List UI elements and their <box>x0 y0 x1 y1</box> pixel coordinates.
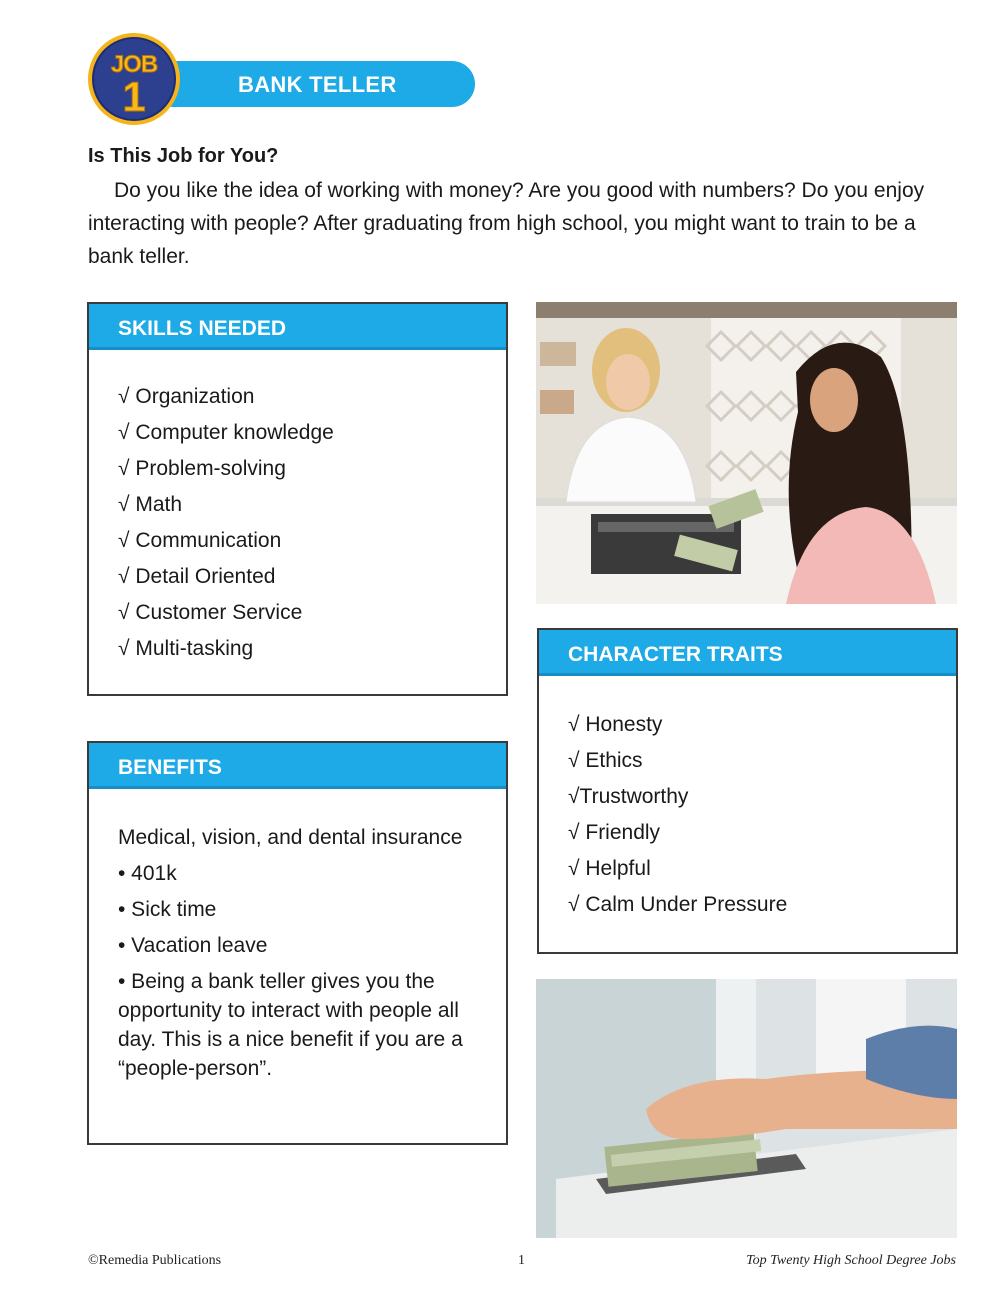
list-item: √ Detail Oriented <box>118 565 276 588</box>
job-title: BANK TELLER <box>238 72 397 97</box>
skills-heading: SKILLS NEEDED <box>89 304 506 350</box>
cash-window-photo <box>536 979 957 1238</box>
benefits-lead: Medical, vision, and dental insurance <box>118 826 463 849</box>
footer-copyright: ©Remedia Publications <box>88 1253 222 1268</box>
list-item: • 401k <box>118 862 177 885</box>
list-item: √ Problem-solving <box>118 457 286 480</box>
list-item: √ Helpful <box>568 857 651 880</box>
intro-heading: Is This Job for You? <box>88 145 279 167</box>
list-item: √ Ethics <box>568 749 643 772</box>
benefits-heading: BENEFITS <box>89 743 506 789</box>
list-item: • Vacation leave <box>118 934 268 957</box>
footer-book-title: Top Twenty High School Degree Jobs <box>746 1253 956 1268</box>
skills-list <box>118 382 334 670</box>
traits-list <box>568 710 787 926</box>
list-item: √Trustworthy <box>568 785 689 808</box>
list-item: √ Multi-tasking <box>118 637 254 660</box>
benefits-box <box>87 741 508 1145</box>
list-item: √ Organization <box>118 385 255 408</box>
list-item: √ Communication <box>118 529 282 552</box>
list-item: • Sick time <box>118 898 217 921</box>
teller-photo <box>536 302 957 604</box>
badge-word: JOB <box>110 51 158 78</box>
list-item: √ Calm Under Pressure <box>568 893 788 916</box>
title-banner <box>150 61 475 107</box>
list-item: • Being a bank teller gives you the opportunity to interact with people all day. This is a nice benefit if you are a “people-person”. <box>118 970 463 1080</box>
list-item: √ Computer knowledge <box>118 421 334 444</box>
benefits-list <box>118 859 488 1083</box>
traits-heading: CHARACTER TRAITS <box>539 630 956 676</box>
list-item: √ Friendly <box>568 821 661 844</box>
badge-number: 1 <box>122 73 146 120</box>
list-item: √ Customer Service <box>118 601 303 624</box>
footer-page-number: 1 <box>518 1253 525 1268</box>
character-traits-box <box>537 628 958 954</box>
skills-box <box>87 302 508 696</box>
list-item: √ Math <box>118 493 183 516</box>
list-item: √ Honesty <box>568 713 663 736</box>
job-number-badge <box>88 33 180 125</box>
intro-paragraph: Do you like the idea of working with money? Are you good with numbers? Do you enjoy interacting with people? After graduating from high school, you might want to train to be a bank teller. <box>88 179 925 268</box>
